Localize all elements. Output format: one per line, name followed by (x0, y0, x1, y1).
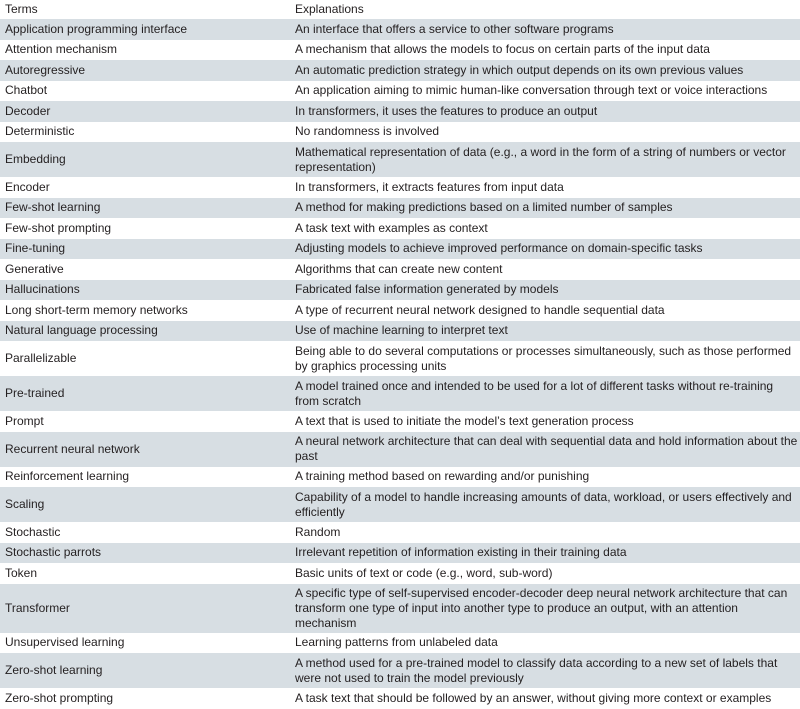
term-cell: Unsupervised learning (0, 633, 290, 654)
explanation-cell: A model trained once and intended to be used for a lot of different tasks without re-training from scratch (290, 376, 800, 411)
explanation-cell: Basic units of text or code (e.g., word, sub-word) (290, 563, 800, 584)
terms-column-header: Terms (0, 0, 290, 19)
term-cell: Application programming interface (0, 19, 290, 40)
term-cell: Long short-term memory networks (0, 300, 290, 321)
table-row (0, 633, 800, 654)
table-row (0, 239, 800, 260)
explanation-cell: A specific type of self-supervised encoder-decoder deep neural network architecture that can transform one type of input into another type to produce an output, with an attention mechanism (290, 584, 800, 633)
explanation-cell: No randomness is involved (290, 122, 800, 143)
term-cell: Encoder (0, 177, 290, 198)
term-cell: Few-shot learning (0, 198, 290, 219)
table-row (0, 177, 800, 198)
explanation-cell: An automatic prediction strategy in which output depends on its own previous values (290, 60, 800, 81)
term-cell: Reinforcement learning (0, 467, 290, 488)
term-cell: Few-shot prompting (0, 218, 290, 239)
explanation-cell: Algorithms that can create new content (290, 259, 800, 280)
table-row (0, 122, 800, 143)
term-cell: Autoregressive (0, 60, 290, 81)
explanation-cell: Mathematical representation of data (e.g., a word in the form of a string of numbers or vector representation) (290, 142, 800, 177)
explanation-cell: Random (290, 522, 800, 543)
term-cell: Fine-tuning (0, 239, 290, 260)
table-row (0, 280, 800, 301)
table-row (0, 81, 800, 102)
table-row (0, 376, 800, 411)
table-row (0, 432, 800, 467)
explanation-cell: Learning patterns from unlabeled data (290, 633, 800, 654)
term-cell: Decoder (0, 101, 290, 122)
explanation-cell: An interface that offers a service to other software programs (290, 19, 800, 40)
table-row (0, 522, 800, 543)
explanation-cell: A training method based on rewarding and/or punishing (290, 467, 800, 488)
table-row (0, 259, 800, 280)
table-row (0, 411, 800, 432)
table-row (0, 218, 800, 239)
table-row (0, 563, 800, 584)
explanation-cell: Fabricated false information generated by models (290, 280, 800, 301)
term-cell: Natural language processing (0, 321, 290, 342)
explanation-cell: A task text with examples as context (290, 218, 800, 239)
term-cell: Chatbot (0, 81, 290, 102)
term-cell: Pre-trained (0, 376, 290, 411)
explanation-cell: A neural network architecture that can deal with sequential data and hold information about the past (290, 432, 800, 467)
term-cell: Stochastic (0, 522, 290, 543)
term-cell: Parallelizable (0, 341, 290, 376)
term-cell: Embedding (0, 142, 290, 177)
term-cell: Recurrent neural network (0, 432, 290, 467)
term-cell: Stochastic parrots (0, 543, 290, 564)
explanation-cell: A task text that should be followed by an answer, without giving more context or examples (290, 688, 800, 709)
term-cell: Hallucinations (0, 280, 290, 301)
table-row (0, 688, 800, 709)
table-row (0, 341, 800, 376)
explanation-cell: A mechanism that allows the models to focus on certain parts of the input data (290, 40, 800, 61)
table-row (0, 300, 800, 321)
table-row (0, 198, 800, 219)
term-cell: Zero-shot learning (0, 653, 290, 688)
term-cell: Token (0, 563, 290, 584)
term-cell: Generative (0, 259, 290, 280)
explanation-cell: Capability of a model to handle increasing amounts of data, workload, or users effectively and efficiently (290, 487, 800, 522)
table-row (0, 487, 800, 522)
explanation-cell: Irrelevant repetition of information existing in their training data (290, 543, 800, 564)
table-row (0, 40, 800, 61)
explanation-cell: Being able to do several computations or processes simultaneously, such as those performed by graphics processing units (290, 341, 800, 376)
explanation-cell: In transformers, it uses the features to produce an output (290, 101, 800, 122)
explanation-cell: In transformers, it extracts features from input data (290, 177, 800, 198)
explanation-cell: A method for making predictions based on a limited number of samples (290, 198, 800, 219)
term-cell: Attention mechanism (0, 40, 290, 61)
explanation-cell: Adjusting models to achieve improved performance on domain-specific tasks (290, 239, 800, 260)
table-header-row (0, 0, 800, 19)
table-row (0, 142, 800, 177)
explanation-cell: A method used for a pre-trained model to classify data according to a new set of labels that were not used to train the model previously (290, 653, 800, 688)
explanation-cell: An application aiming to mimic human-like conversation through text or voice interactions (290, 81, 800, 102)
table-row (0, 467, 800, 488)
explanations-column-header: Explanations (290, 0, 800, 19)
table-row (0, 584, 800, 633)
explanation-cell: A type of recurrent neural network designed to handle sequential data (290, 300, 800, 321)
term-cell: Prompt (0, 411, 290, 432)
term-cell: Scaling (0, 487, 290, 522)
table-row (0, 60, 800, 81)
table-row (0, 653, 800, 688)
explanation-cell: Use of machine learning to interpret text (290, 321, 800, 342)
table-row (0, 321, 800, 342)
table-row (0, 101, 800, 122)
table-row (0, 543, 800, 564)
term-cell: Zero-shot prompting (0, 688, 290, 709)
explanation-cell: A text that is used to initiate the model’s text generation process (290, 411, 800, 432)
term-cell: Deterministic (0, 122, 290, 143)
table-row (0, 19, 800, 40)
term-cell: Transformer (0, 584, 290, 633)
